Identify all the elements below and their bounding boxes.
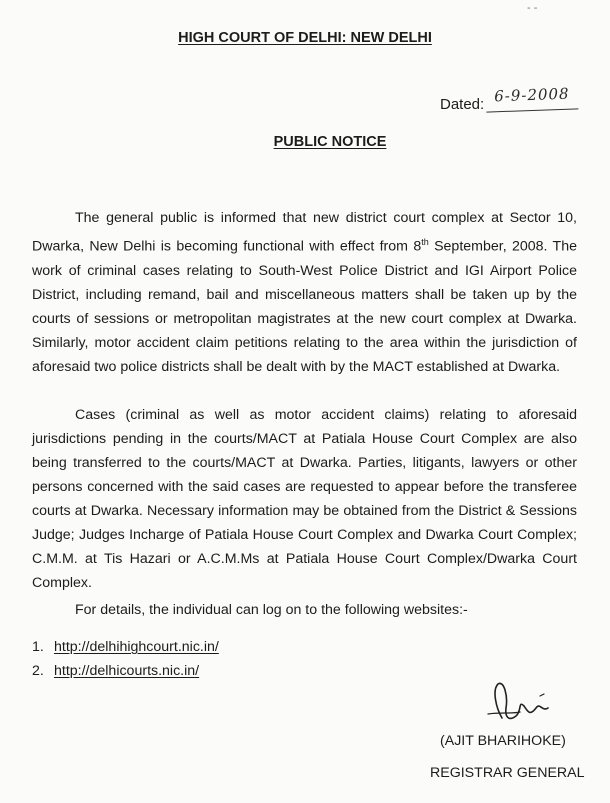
dated-line [440,84,570,113]
delhi-courts-link[interactable]: http://delhicourts.nic.in/ [54,663,200,679]
court-heading: HIGH COURT OF DELHI: NEW DELHI [178,30,432,46]
list-number: 1. [32,639,44,655]
website-list-item [32,635,219,659]
website-list-item [32,659,219,683]
signatory-title: REGISTRAR GENERAL [430,765,585,781]
paragraph-1-part-1: The general public is informed that new district court complex at Sector 10, Dwarka, New Delhi is becoming functional with effect from 8 [32,210,577,255]
signature-image [478,678,558,728]
dated-value: 6-9-2008 [486,84,579,112]
paragraph-1-part-2: September, 2008. The work of criminal cases relating to South-West Police District and IGI Airport Police District, including remand, bail and miscellaneous matters shall be taken up by the courts of sessions or metropolitan magistrates at the new court complex at Dwarka. Similarly, motor accident claim petitions relating to the area within the jurisdiction of aforesaid two police districts shall be dealt with by the MACT established at Dwarka. [32,238,577,375]
website-list [32,635,219,683]
notice-title: PUBLIC NOTICE [273,134,387,150]
paragraph-2: Cases (criminal as well as motor accident claims) relating to aforesaid jurisdictions pending in the courts/MACT at Patiala House Court Complex are also being transferred to the courts/MACT at Dwarka. Parties, litigants, lawyers or other persons concerned with the said cases are requested to appear before the transferee courts at Dwarka. Necessary information may be obtained from the District & Sessions Judge; Judges Incharge of Patiala House Court Complex and Dwarka Court Complex; C.M.M. at Tis Hazari or A.C.M.Ms at Patiala House Court Complex/Dwarka Court Complex. [32,407,577,591]
signatory-name: (AJIT BHARIHOKE) [440,733,566,749]
paragraph-3: For details, the individual can log on to the following websites:- [75,602,468,618]
dated-label: Dated: [440,96,485,113]
delhi-high-court-link[interactable]: http://delhihighcourt.nic.in/ [54,639,219,655]
ordinal-suffix: th [421,237,429,247]
paragraph-1 [32,206,577,379]
corner-mark: - - [527,2,538,14]
list-number: 2. [32,663,44,679]
